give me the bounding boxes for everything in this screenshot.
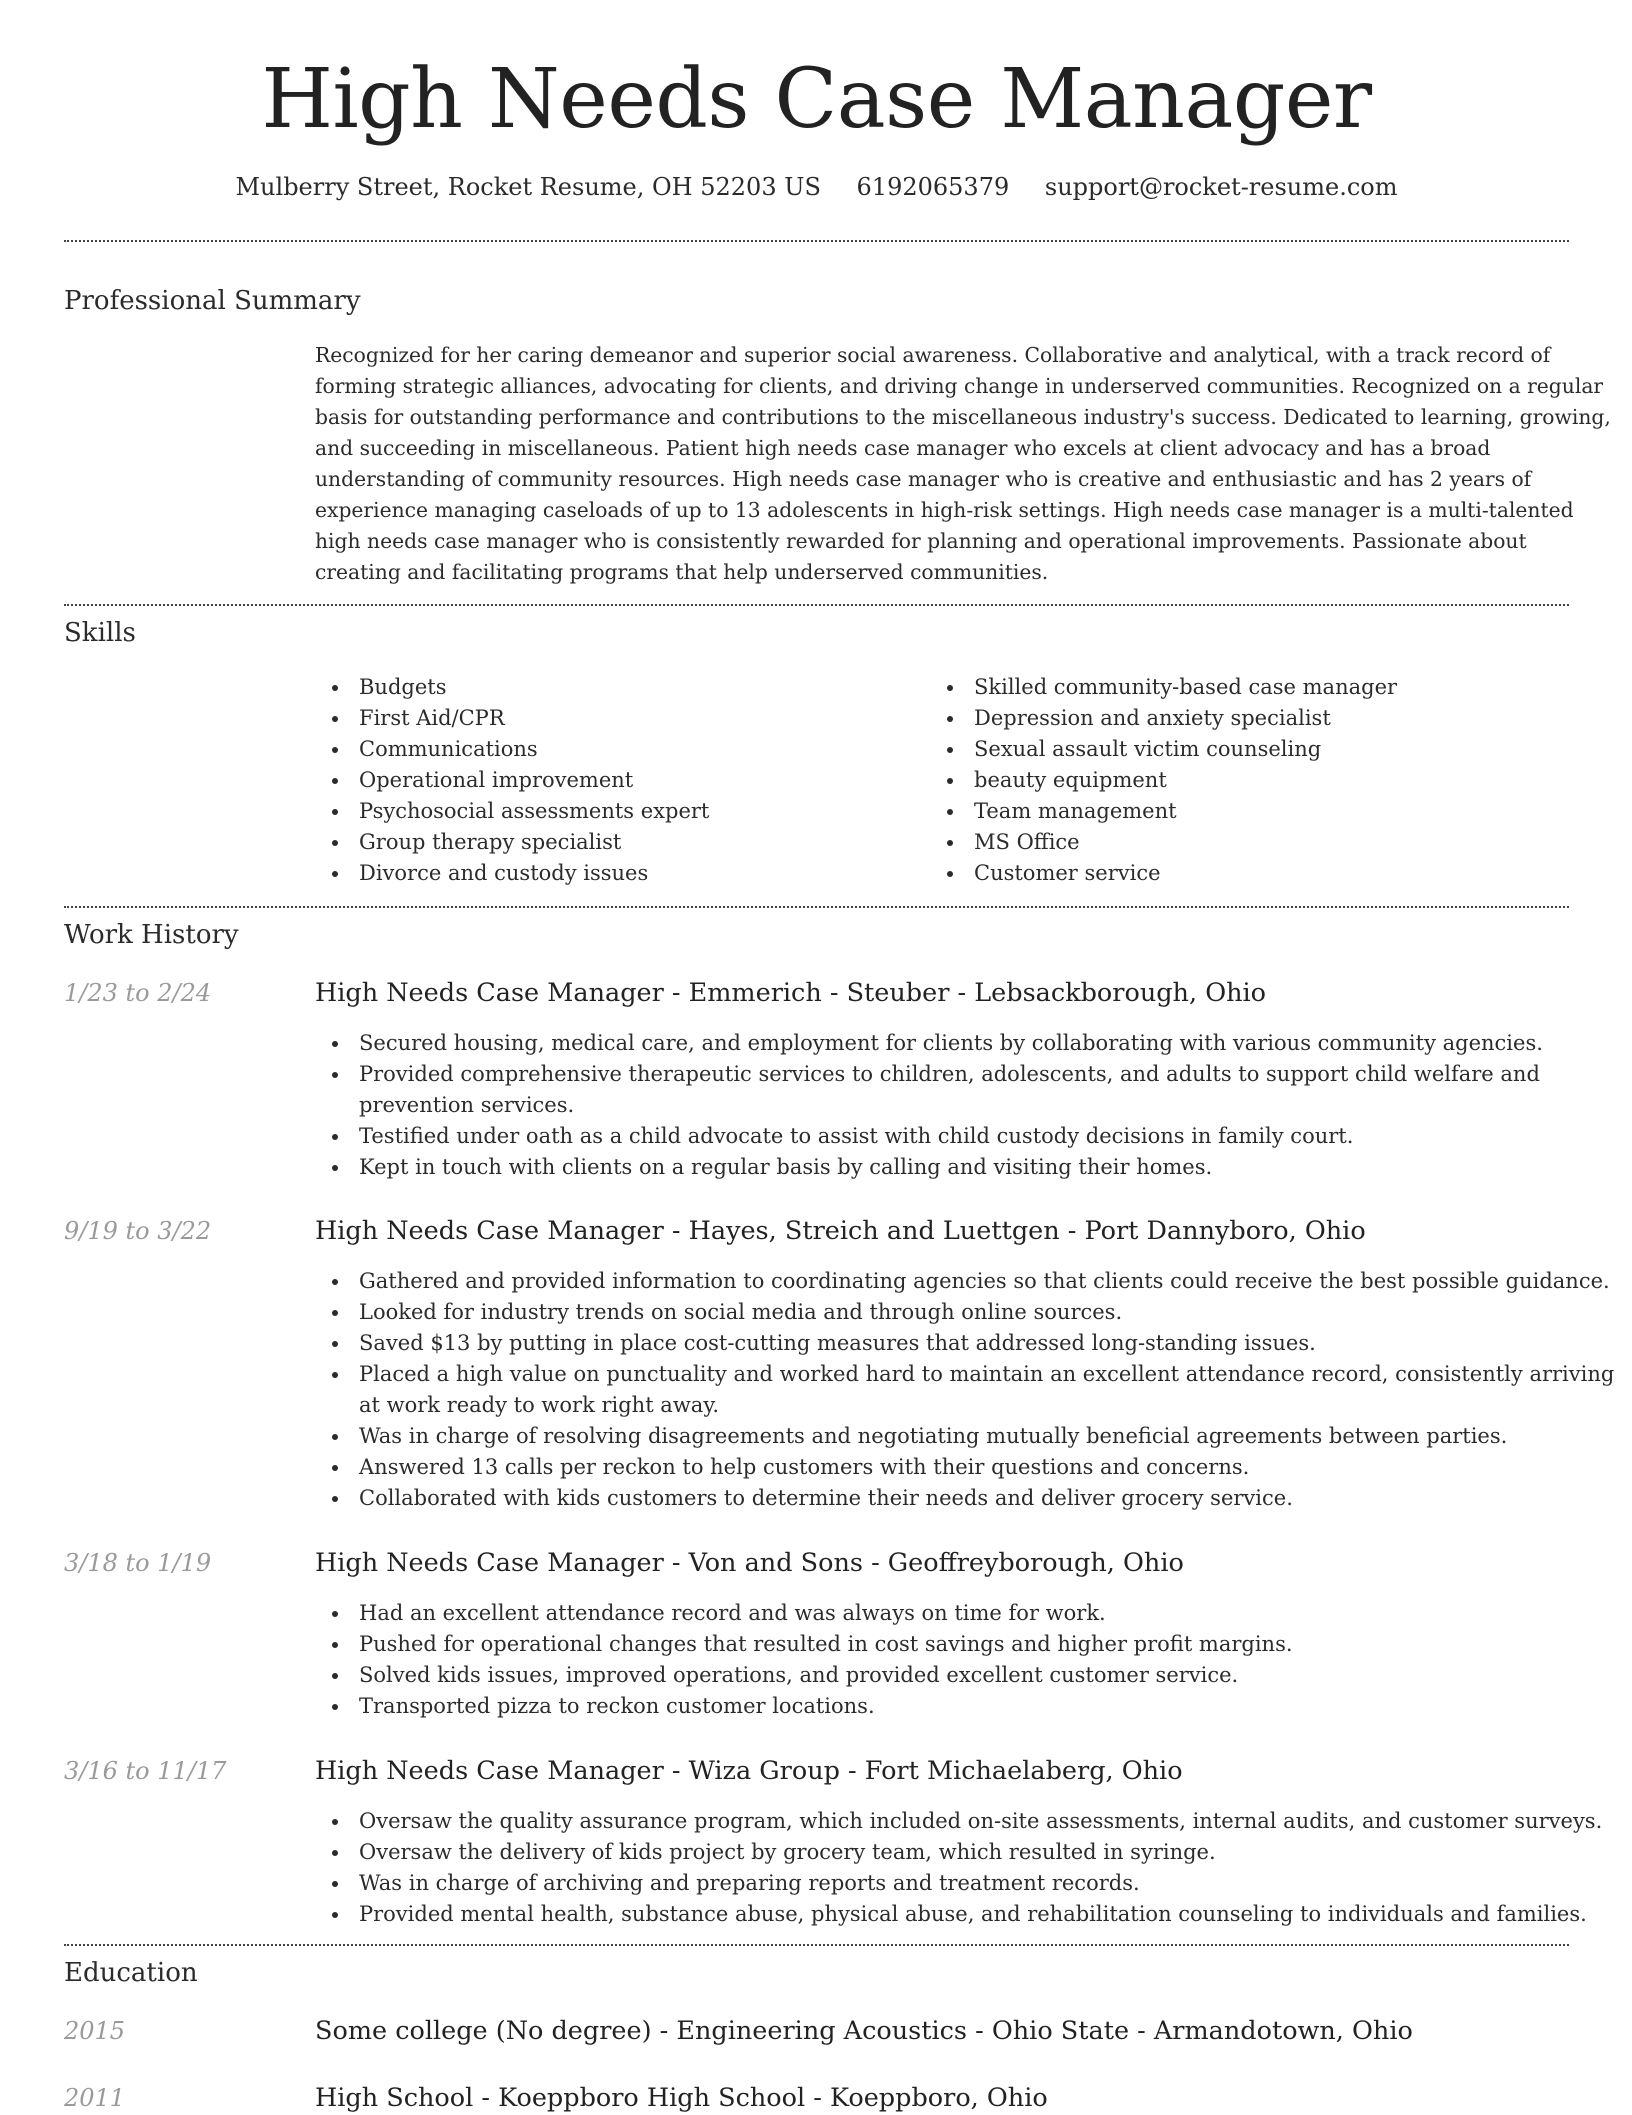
skills-heading: Skills <box>64 618 136 648</box>
contact-email: support@rocket-resume.com <box>1044 173 1398 201</box>
skill-item: Customer service <box>930 858 1397 889</box>
education-title: Some college (No degree) - Engineering Acoustics - Ohio State - Armandotown, Ohio <box>315 2016 1413 2046</box>
job-bullet: Oversaw the quality assurance program, which included on-site assessments, internal audits, and customer surveys. <box>315 1806 1615 1837</box>
skill-item: Depression and anxiety specialist <box>930 703 1397 734</box>
job-bullet: Was in charge of resolving disagreements and negotiating mutually beneficial agreements between parties. <box>315 1421 1615 1452</box>
job-bullet: Gathered and provided information to coordinating agencies so that clients could receive the best possible guidance. <box>315 1266 1615 1297</box>
contact-address: Mulberry Street, Rocket Resume, OH 52203 US <box>235 173 821 201</box>
job-bullet: Provided mental health, substance abuse, physical abuse, and rehabilitation counseling to individuals and families. <box>315 1899 1615 1930</box>
job-dates: 3/18 to 1/19 <box>64 1549 212 1577</box>
job-bullet: Solved kids issues, improved operations, and provided excellent customer service. <box>315 1660 1615 1691</box>
education-heading: Education <box>64 1958 198 1988</box>
skill-item: Group therapy specialist <box>315 827 709 858</box>
summary-text: Recognized for her caring demeanor and superior social awareness. Collaborative and analytical, with a track record of forming strategic alliances, advocating for clients, and driving change in underserved communities. Recognized on a regular basis for outstanding performance and contributions to the miscellaneous industry's success. Dedicated to learning, growing, and succeeding in miscellaneous. Patient high needs case manager who excels at client advocacy and has a broad understanding of community resources. High needs case manager who is creative and enthusiastic and has 2 years of experience managing caseloads of up to 13 adolescents in high-risk settings. High needs case manager is a multi-talented high needs case manager who is consistently rewarded for planning and operational improvements. Passionate about creating and facilitating programs that help underserved communities. <box>315 343 1611 584</box>
skill-item: Operational improvement <box>315 765 709 796</box>
job-title: High Needs Case Manager - Von and Sons - Geoffreyborough, Ohio <box>315 1548 1184 1578</box>
job-dates: 3/16 to 11/17 <box>64 1757 227 1785</box>
contact-line <box>64 170 1569 204</box>
job-dates: 9/19 to 3/22 <box>64 1217 212 1245</box>
job-bullet: Provided comprehensive therapeutic services to children, adolescents, and adults to support child welfare and prevention services. <box>315 1059 1615 1121</box>
job-bullet: Collaborated with kids customers to determine their needs and deliver grocery service. <box>315 1483 1615 1514</box>
job-bullet: Was in charge of archiving and preparing reports and treatment records. <box>315 1868 1615 1899</box>
job-bullet: Testified under oath as a child advocate to assist with child custody decisions in family court. <box>315 1121 1615 1152</box>
skill-item: MS Office <box>930 827 1397 858</box>
job-bullet: Secured housing, medical care, and employment for clients by collaborating with various community agencies. <box>315 1028 1615 1059</box>
skill-item: Divorce and custody issues <box>315 858 709 889</box>
job-bullet: Looked for industry trends on social media and through online sources. <box>315 1297 1615 1328</box>
section-divider <box>64 604 1569 606</box>
work-heading: Work History <box>64 920 239 950</box>
skill-item: Sexual assault victim counseling <box>930 734 1397 765</box>
skills-column-left <box>315 672 709 889</box>
summary-heading: Professional Summary <box>64 286 361 316</box>
job-bullet: Answered 13 calls per reckon to help customers with their questions and concerns. <box>315 1452 1615 1483</box>
section-divider <box>64 240 1569 242</box>
job-bullet: Oversaw the delivery of kids project by grocery team, which resulted in syringe. <box>315 1837 1615 1868</box>
job-title: High Needs Case Manager - Hayes, Streich and Luettgen - Port Dannyboro, Ohio <box>315 1216 1366 1246</box>
job-dates: 1/23 to 2/24 <box>64 979 212 1007</box>
job-bullet: Had an excellent attendance record and was always on time for work. <box>315 1598 1615 1629</box>
skill-item: Budgets <box>315 672 709 703</box>
job-title: High Needs Case Manager - Emmerich - Steuber - Lebsackborough, Ohio <box>315 978 1267 1008</box>
skill-item: Skilled community-based case manager <box>930 672 1397 703</box>
section-divider <box>64 1944 1569 1946</box>
job-title: High Needs Case Manager - Wiza Group - Fort Michaelaberg, Ohio <box>315 1756 1183 1786</box>
skill-item: Team management <box>930 796 1397 827</box>
job-bullet: Saved $13 by putting in place cost-cutting measures that addressed long-standing issues. <box>315 1328 1615 1359</box>
job-bullet: Kept in touch with clients on a regular basis by calling and visiting their homes. <box>315 1152 1615 1183</box>
skills-column-right <box>930 672 1397 889</box>
job-bullet: Placed a high value on punctuality and worked hard to maintain an excellent attendance record, consistently arriving at work ready to work right away. <box>315 1359 1615 1421</box>
candidate-name: High Needs Case Manager <box>261 52 1372 147</box>
skill-item: beauty equipment <box>930 765 1397 796</box>
skill-item: Psychosocial assessments expert <box>315 796 709 827</box>
section-divider <box>64 906 1569 908</box>
education-year: 2015 <box>64 2017 126 2045</box>
job-bullet: Pushed for operational changes that resulted in cost savings and higher profit margins. <box>315 1629 1615 1660</box>
job-bullet: Transported pizza to reckon customer locations. <box>315 1691 1615 1722</box>
skill-item: Communications <box>315 734 709 765</box>
education-year: 2011 <box>64 2084 126 2112</box>
contact-phone: 6192065379 <box>856 173 1010 201</box>
education-title: High School - Koeppboro High School - Koeppboro, Ohio <box>315 2083 1048 2113</box>
skill-item: First Aid/CPR <box>315 703 709 734</box>
